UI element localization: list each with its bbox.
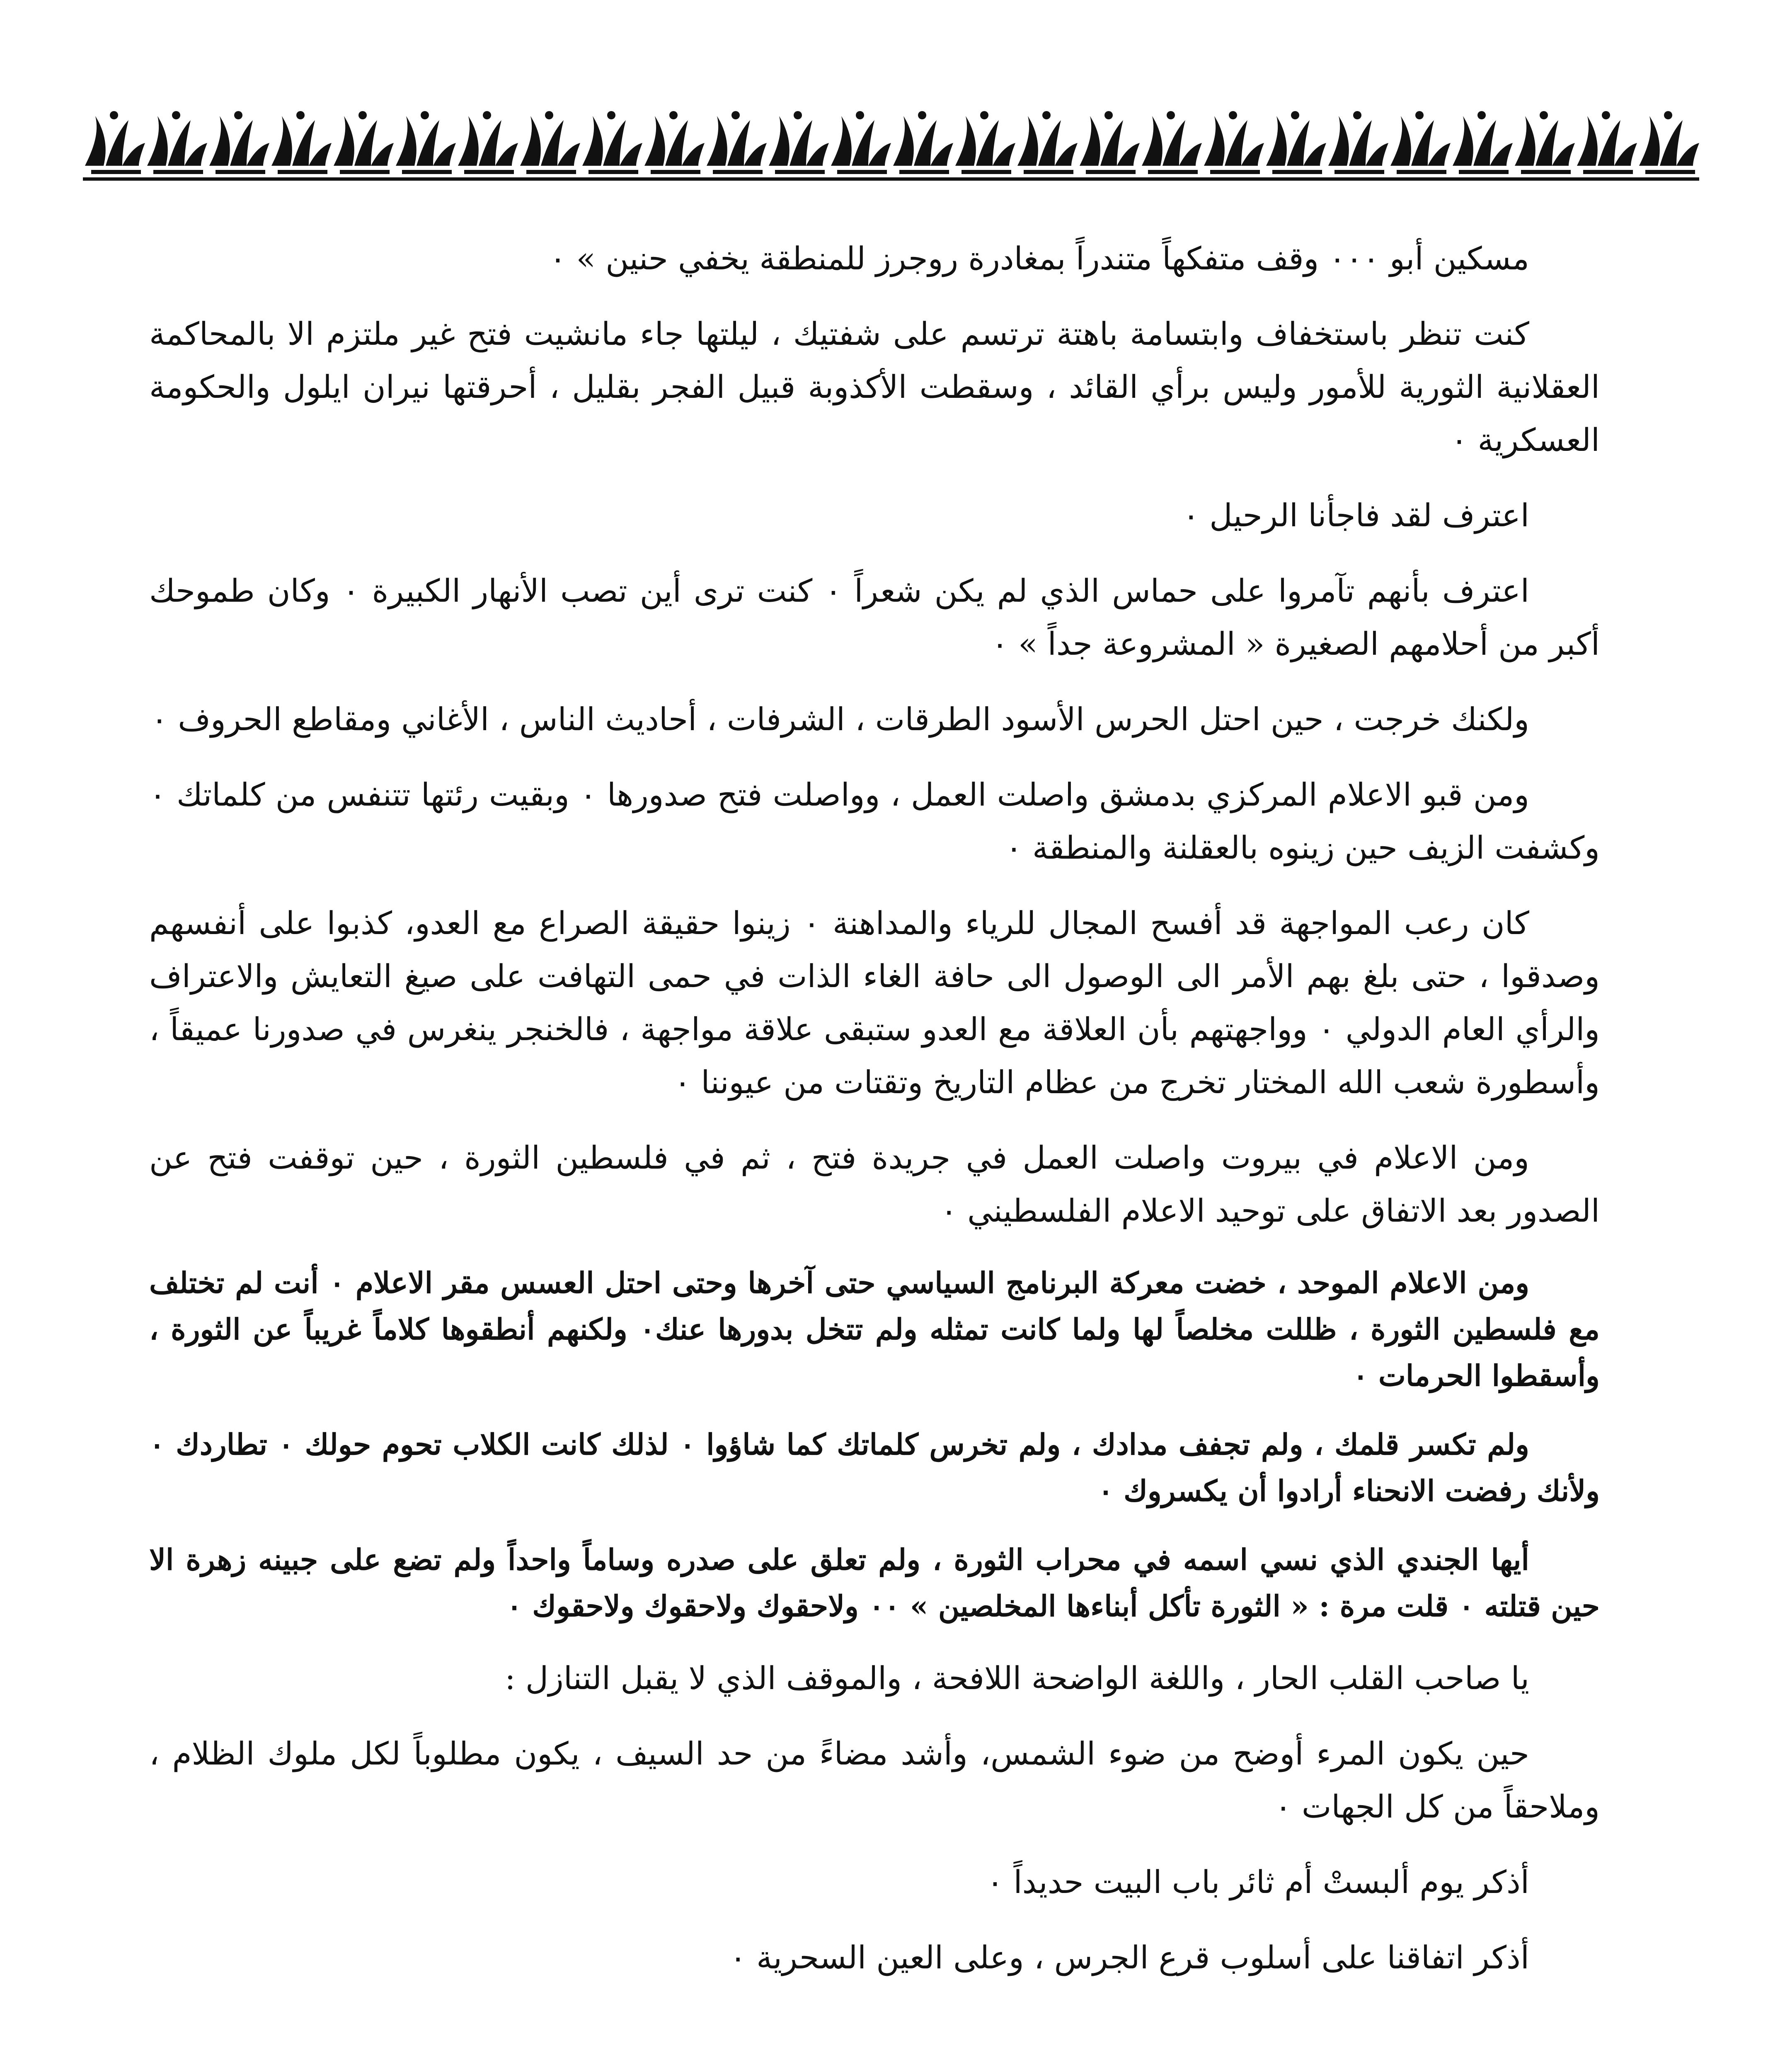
decorative-border-ornament xyxy=(83,104,1699,182)
paragraph-1: مسكين أبو ٠٠٠ وقف متفكهاً متندراً بمغادرة روجرز للمنطقة يخفي حنين » ٠ xyxy=(549,240,1529,277)
paragraph-2: كنت تنظر باستخفاف وابتسامة باهتة ترتسم على شفتيك ، ليلتها جاء مانشيت فتح غير ملتزم الا بالمحاكمة العقلانية الثورية للأمور وليس برأي القائد ، وسقطت الأكذوبة قبيل الفجر بقليل ، أحرقتها نيران ايلول والحكومة العسكرية ٠ xyxy=(149,315,1600,458)
paragraph-14: أذكر يوم ألبستْ أم ثائر باب البيت حديداً ٠ xyxy=(986,1864,1529,1900)
paragraph-6: ومن قبو الاعلام المركزي بدمشق واصلت العمل ، وواصلت فتح صدورها ٠ وبقيت رئتها تتنفس من كلماتك ٠ وكشفت الزيف حين زينوه بالعقلنة والمنطقة ٠ xyxy=(149,776,1600,866)
paragraph-5: ولكنك خرجت ، حين احتل الحرس الأسود الطرقات ، الشرفات ، أحاديث الناس ، الأغاني ومقاطع الحروف ٠ xyxy=(151,701,1529,738)
paragraph-7: كان رعب المواجهة قد أفسح المجال للرياء والمداهنة ٠ زينوا حقيقة الصراع مع العدو، كذبوا على أنفسهم وصدقوا ، حتى بلغ بهم الأمر الى الوصول الى حافة الغاء الذات في حمى التهافت على صيغ التعايش والاعتراف والرأي العام الدولي ٠ وواجهتهم بأن العلاقة مع العدو ستبقى علاقة مواجهة ، فالخنجر ينغرس في صدورنا عميقاً ، وأسطورة شعب الله المختار تخرج من عظام التاريخ وتقتات من عيوننا ٠ xyxy=(149,905,1600,1101)
paragraph-9-bold: ومن الاعلام الموحد ، خضت معركة البرنامج السياسي حتى آخرها وحتى احتل العسس مقر الاعلام ٠ أنت لم تختلف مع فلسطين الثورة ، ظللت مخلصاً لها ولما كانت تمثله ولم تتخل بدورها عنك٠ ولكنهم أنطقوها كلاماً غريباً عن الثورة ، وأسقطوا الحرمات ٠ xyxy=(149,1266,1600,1393)
paragraph-10-bold: ولم تكسر قلمك ، ولم تجفف مدادك ، ولم تخرس كلماتك كما شاؤوا ٠ لذلك كانت الكلاب تحوم حولك ٠ تطاردك ٠ ولأنك رفضت الانحناء أرادوا أن يكسروك ٠ xyxy=(149,1427,1600,1508)
article-body xyxy=(149,232,1600,2007)
paragraph-12: يا صاحب القلب الحار ، واللغة الواضحة اللافحة ، والموقف الذي لا يقبل التنازل : xyxy=(505,1660,1529,1697)
paragraph-15: أذكر اتفاقنا على أسلوب قرع الجرس ، وعلى العين السحرية ٠ xyxy=(729,1939,1529,1976)
paragraph-8: ومن الاعلام في بيروت واصلت العمل في جريدة فتح ، ثم في فلسطين الثورة ، حين توقفت فتح عن الصدور بعد الاتفاق على توحيد الاعلام الفلسطيني ٠ xyxy=(149,1139,1600,1229)
paragraph-13: حين يكون المرء أوضح من ضوء الشمس، وأشد مضاءً من حد السيف ، يكون مطلوباً لكل ملوك الظلام ، وملاحقاً من كل الجهات ٠ xyxy=(149,1735,1600,1825)
paragraph-3: اعترف لقد فاجأنا الرحيل ٠ xyxy=(1182,497,1529,534)
paragraph-4: اعترف بأنهم تآمروا على حماس الذي لم يكن شعراً ٠ كنت ترى أين تصب الأنهار الكبيرة ٠ وكان طموحك أكبر من أحلامهم الصغيرة « المشروعة جداً » ٠ xyxy=(149,572,1600,662)
paragraph-11-bold: أيها الجندي الذي نسي اسمه في محراب الثورة ، ولم تعلق على صدره وساماً واحداً ولم تضع على جبينه زهرة الا حين قتلته ٠ قلت مرة : « الثورة تأكل أبناءها المخلصين » ٠٠ ولاحقوك ولاحقوك ولاحقوك ٠ xyxy=(149,1542,1600,1623)
